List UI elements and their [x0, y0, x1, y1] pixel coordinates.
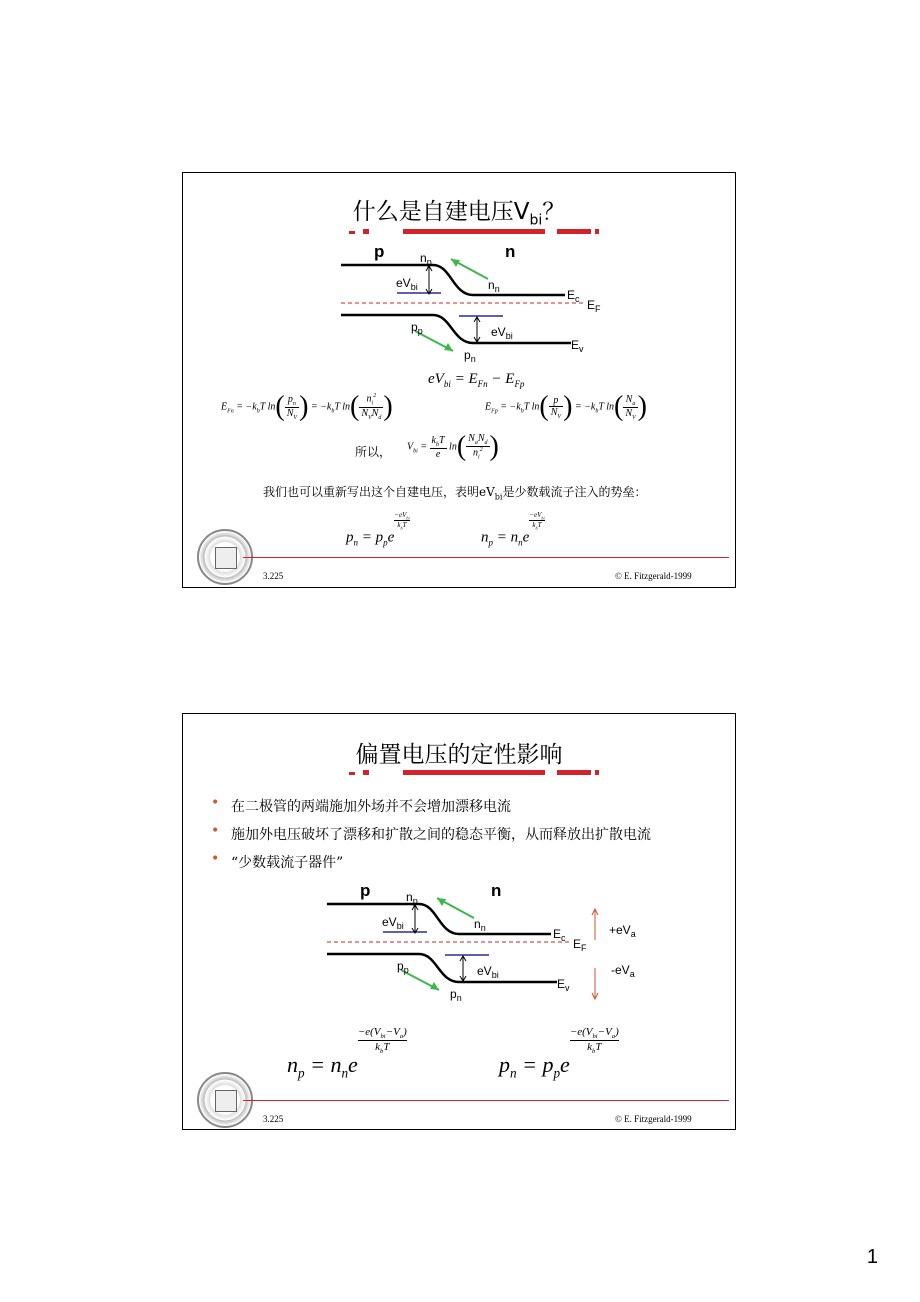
nn-label: $n_n$ [488, 278, 500, 294]
conduction-band [327, 904, 551, 934]
Ev-label: $E_v$ [557, 977, 570, 993]
equation-evbi: $eV_{bi} = E_{Fn} - E_{Fp}$ [428, 371, 525, 389]
pp-label: $p_p$ [411, 320, 423, 336]
equation-vbi: $V_{bi}$ = $\frac{k_bT}{e}$ ln( $\frac{N_aN_d}{n_i^2}$ ) [407, 431, 499, 462]
Ec-label: $E_c$ [567, 288, 580, 304]
eVbi-top-label: $eV_{bi}$ [396, 276, 418, 292]
Ec-label: $E_c$ [553, 927, 566, 943]
plus-eVa-label: $+eV_a$ [609, 923, 636, 939]
slide-1 [182, 172, 736, 588]
bullet-dot-icon: • [211, 851, 220, 867]
valence-band [327, 954, 557, 982]
footer-course-number: 3.225 [263, 1114, 284, 1124]
valence-band [341, 315, 571, 343]
slide-2 [182, 713, 736, 1130]
footer-copyright: © E. Fitzgerald-1999 [615, 571, 692, 581]
so-label: 所以， [355, 445, 392, 459]
p-region-label: p [360, 881, 371, 900]
Ev-label: $E_v$ [571, 338, 584, 354]
bullet-item: • 施加外电压破坏了漂移和扩散之间的稳态平衡，从而释放出扩散电流 [211, 823, 651, 843]
bullet-item: • “少数载流子器件” [211, 851, 344, 871]
slide-2-title: 偏置电压的定性影响 [355, 742, 563, 768]
EF-label: $E_F$ [587, 298, 601, 314]
footer-course-number: 3.225 [263, 571, 284, 581]
equation-efp: $E_{Fp} = -k_bT$ ln( $\frac{p}{N_V}$ ) = $-k_bT$ ln( $\frac{N_a}{N_V}$ ) [485, 391, 647, 422]
nn-label: $n_n$ [474, 917, 486, 933]
eVbi-bottom-label: $eV_{bi}$ [477, 964, 499, 980]
footer-rule [243, 557, 729, 558]
explanation-sentence: 我们也可以重新写出这个自建电压，表明$eV_{bi}$是少数载流子注入的势垒： [263, 485, 647, 502]
pp-label: $p_p$ [397, 959, 409, 975]
bullet-item: • 在二极管的两端施加外场并不会增加漂移电流 [211, 795, 511, 815]
title-rule-segment [349, 772, 355, 775]
bullet-dot-icon: • [211, 823, 220, 839]
band-diagram-1 [183, 173, 736, 373]
pn-label: $p_n$ [464, 348, 476, 364]
title-rule-segment [403, 770, 545, 775]
eVbi-bottom-label: $eV_{bi}$ [491, 325, 513, 341]
minus-eVa-label: $-eV_a$ [611, 963, 635, 979]
slide-1-title: 什么是自建电压$V_{bi}$？ [352, 199, 566, 229]
title-rule-segment [595, 770, 599, 775]
np-label: $n_p$ [406, 890, 418, 906]
equation-pn-bias: $p_n = p_pe$ $-e(V_{bi}-V_a)$ $k_bT$ [499, 1026, 619, 1081]
title-rule-segment [363, 770, 369, 775]
np-label: $n_p$ [420, 251, 432, 267]
EF-label: $E_F$ [573, 937, 587, 953]
n-region-label: n [491, 881, 502, 900]
page-number: 1 [866, 1246, 878, 1268]
equation-np: $n_p = n_ne$ $-eV_{bi}$ $k_bT$ [481, 511, 545, 548]
equation-pn: $p_n = p_pe$ $-eV_{bi}$ $k_bT$ [346, 511, 410, 548]
equation-np-bias: $n_p = n_ne$ $-e(V_{bi}-V_a)$ $k_bT$ [287, 1026, 407, 1081]
p-region-label: p [374, 242, 385, 261]
pn-label: $p_n$ [450, 987, 462, 1003]
title-rule-segment [557, 770, 591, 775]
footer-copyright: © E. Fitzgerald-1999 [615, 1114, 692, 1124]
conduction-band [341, 265, 565, 295]
footer-rule [243, 1100, 729, 1101]
equation-efn: $E_{Fn} = -k_bT$ ln( $\frac{p_n}{N_V}$ ) = $-k_bT$ ln( $\frac{n_i^2}{N_VN_d}$ ) [221, 391, 393, 422]
n-region-label: n [505, 242, 516, 261]
bullet-dot-icon: • [211, 795, 220, 811]
band-diagram-2 [183, 864, 736, 1014]
eVbi-top-label: $eV_{bi}$ [382, 915, 404, 931]
